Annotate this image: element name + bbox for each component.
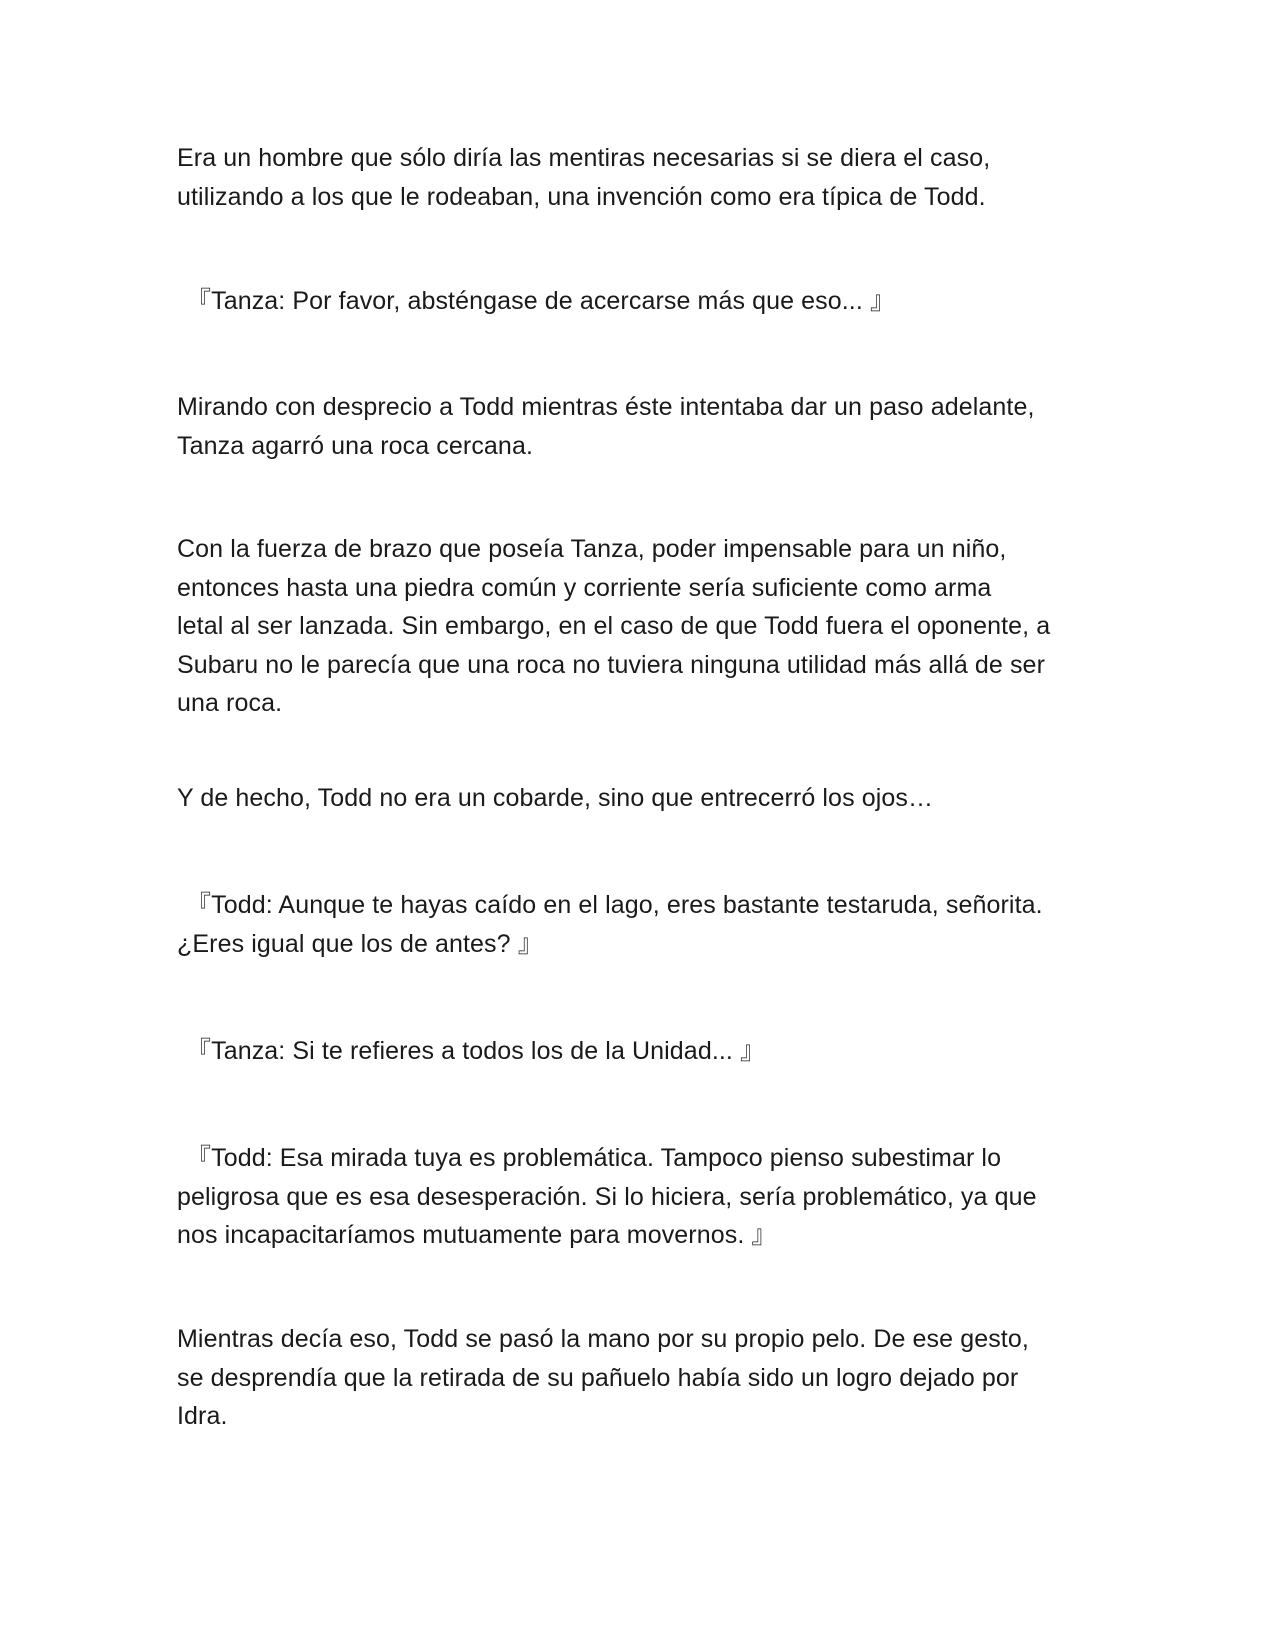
- text-line: 『Tanza: Por favor, absténgase de acercarse más que eso... 』: [186, 287, 896, 315]
- text-line: letal al ser lanzada. Sin embargo, en el caso de que Todd fuera el oponente, a: [177, 612, 1051, 640]
- paragraph-narration-5: [177, 1320, 1107, 1436]
- text-line: 『Tanza: Si te refieres a todos los de la Unidad... 』: [186, 1037, 766, 1065]
- text-line: se desprendía que la retirada de su pañuelo había sido un logro dejado por: [177, 1363, 1019, 1392]
- paragraph-narration-2: [177, 388, 1107, 465]
- text-line: una roca.: [177, 689, 283, 717]
- text-line: Era un hombre que sólo diría las mentiras necesarias si se diera el caso,: [177, 144, 991, 172]
- paragraph-dialogue-todd-1: [177, 886, 1116, 963]
- text-line: Mientras decía eso, Todd se pasó la mano por su propio pelo. De ese gesto,: [177, 1325, 1029, 1353]
- text-line: 『Todd: Esa mirada tuya es problemática. Tampoco pienso subestimar lo: [186, 1144, 1002, 1172]
- paragraph-narration-1: [177, 139, 1107, 216]
- text-line: nos incapacitaríamos mutuamente para movernos. 』: [177, 1221, 777, 1249]
- text-line: Y de hecho, Todd no era un cobarde, sino que entrecerró los ojos…: [177, 784, 934, 812]
- text-line: utilizando a los que le rodeaban, una invención como era típica de Todd.: [177, 182, 986, 211]
- text-line: Tanza agarró una roca cercana.: [177, 431, 533, 460]
- text-line: Con la fuerza de brazo que poseía Tanza, poder impensable para un niño,: [177, 535, 1007, 563]
- text-line: peligrosa que es esa desesperación. Si lo hiciera, sería problemático, ya que: [177, 1182, 1037, 1211]
- text-line: Idra.: [177, 1402, 228, 1430]
- paragraph-dialogue-todd-2: [177, 1139, 1116, 1255]
- text-line: entonces hasta una piedra común y corriente sería suficiente como arma: [177, 573, 992, 602]
- text-line: Mirando con desprecio a Todd mientras éste intentaba dar un paso adelante,: [177, 393, 1035, 421]
- paragraph-dialogue-tanza-2: [186, 1032, 1116, 1071]
- paragraph-narration-3: [177, 530, 1107, 723]
- text-line: Subaru no le parecía que una roca no tuviera ninguna utilidad más allá de ser: [177, 650, 1045, 679]
- paragraph-dialogue-tanza-1: [186, 282, 1116, 321]
- text-line: ¿Eres igual que los de antes? 』: [177, 929, 543, 958]
- text-line: 『Todd: Aunque te hayas caído en el lago, eres bastante testaruda, señorita.: [186, 891, 1043, 919]
- paragraph-narration-4: [177, 779, 1107, 818]
